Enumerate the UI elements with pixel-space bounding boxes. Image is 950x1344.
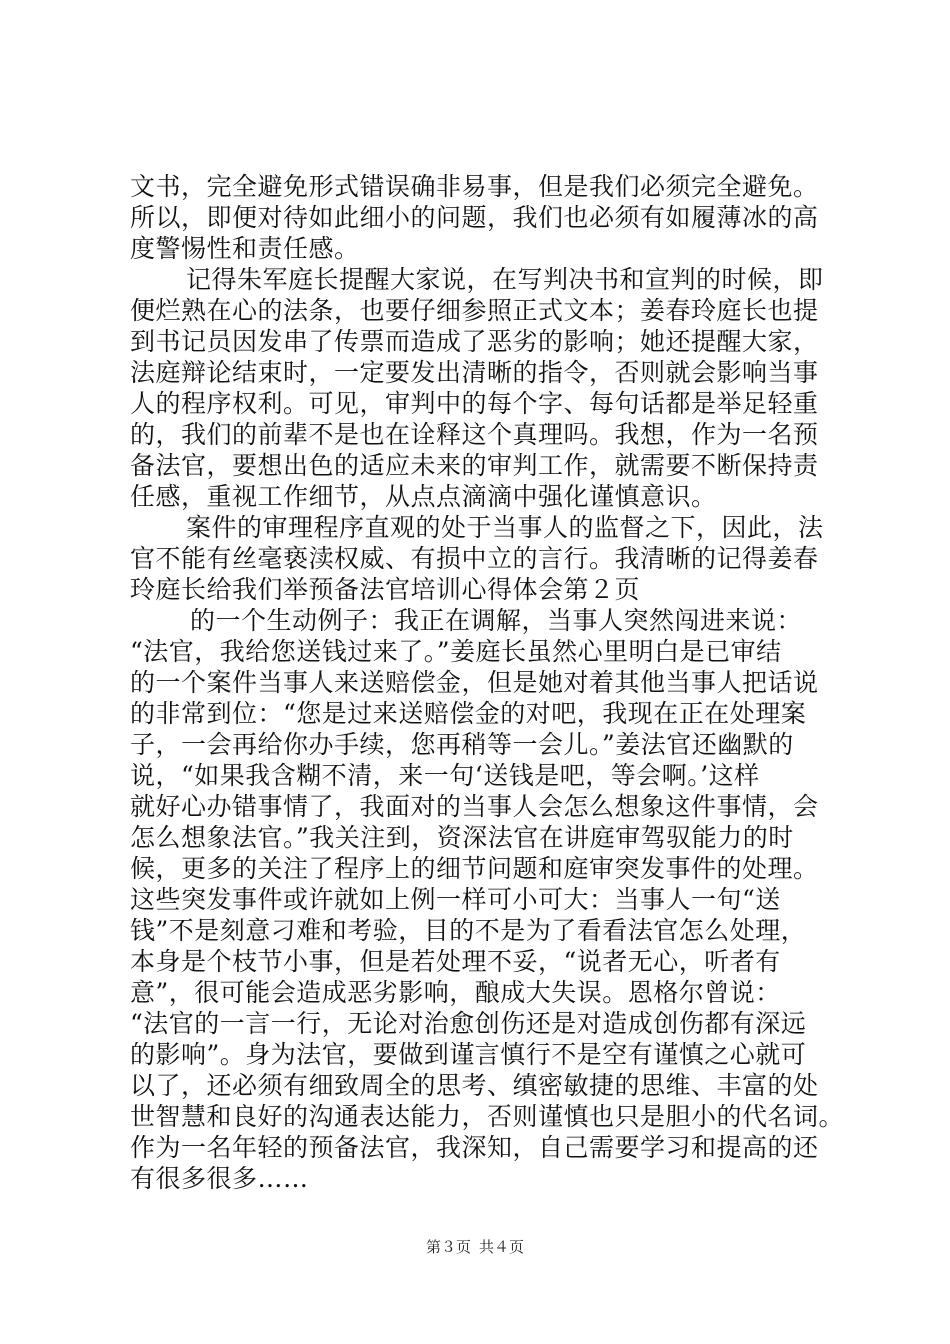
paragraph-first-line: 记得朱军庭长提醒大家说，在写判决书和宣判的时候，即 [186, 265, 824, 294]
text-line: 就好心办错事情了，我面对的当事人会怎么想象这件事情，会 [130, 792, 819, 821]
text-line: 子，一会再给你办手续，您再稍等一会儿。”姜法官还幽默的 [130, 730, 794, 759]
text-line: 以了，还必须有细致周全的思考、缜密敏捷的思维、丰富的处 [130, 1071, 819, 1100]
text-line: 的一个案件当事人来送赔偿金，但是她对着其他当事人把话说 [130, 668, 819, 697]
text-line: 玲庭长给我们举预备法官培训心得体会第２页 [130, 575, 641, 604]
text-line: 便烂熟在心的法条，也要仔细参照正式文本；姜春玲庭长也提 [130, 296, 819, 325]
page-footer [0, 1236, 950, 1257]
text-line: 文书，完全避免形式错误确非易事，但是我们必须完全避免。 [130, 172, 819, 201]
text-line: 意”，很可能会造成恶劣影响，酿成大失误。恩格尔曾说： [130, 978, 781, 1007]
text-line: 官不能有丝毫亵渎权威、有损中立的言行。我清晰的记得姜春 [130, 544, 819, 573]
text-line: “法官，我给您送钱过来了。”姜庭长虽然心里明白是已审结 [130, 637, 782, 666]
text-line: “法官的一言一行，无论对治愈创伤还是对造成创伤都有深远 [130, 1009, 807, 1038]
document-body [130, 171, 845, 1194]
paragraph-first-line: 的一个生动例子：我正在调解，当事人突然闯进来说： [190, 606, 803, 635]
page-number: 第３页 [425, 1238, 471, 1256]
text-line: 的非常到位：“您是过来送赔偿金的对吧，我现在正在处理案 [130, 699, 807, 728]
text-line: 法庭辩论结束时，一定要发出清晰的指令，否则就会影响当事 [130, 358, 819, 387]
text-line: 的，我们的前辈不是也在诠释这个真理吗。我想，作为一名预 [130, 420, 819, 449]
text-line: 所以，即便对待如此细小的问题，我们也必须有如履薄冰的高 [130, 203, 819, 232]
text-line: 任感，重视工作细节，从点点滴滴中强化谨慎意识。 [130, 482, 717, 511]
text-line: 本身是个枝节小事，但是若处理不妥，“说者无心，听者有 [130, 947, 781, 976]
text-line: 有很多很多…… [130, 1164, 309, 1193]
text-line: 这些突发事件或许就如上例一样可小可大：当事人一句“送 [130, 885, 781, 914]
paragraph-first-line: 案件的审理程序直观的处于当事人的监督之下，因此，法 [186, 513, 824, 542]
text-line: 人的程序权利。可见，审判中的每个字、每句话都是举足轻重 [130, 389, 819, 418]
text-line: 钱”不是刻意刁难和考验，目的不是为了看看法官怎么处理， [130, 916, 807, 945]
text-line: 的影响”。身为法官，要做到谨言慎行不是空有谨慎之心就可 [130, 1040, 807, 1069]
text-line: 到书记员因发串了传票而造成了恶劣的影响；她还提醒大家， [130, 327, 819, 356]
text-line: 世智慧和良好的沟通表达能力，否则谨慎也只是胆小的代名词。 [130, 1102, 845, 1131]
text-line: 度警惕性和责任感。 [130, 234, 360, 263]
page-total: 共４页 [479, 1238, 525, 1256]
text-line: 作为一名年轻的预备法官，我深知，自己需要学习和提高的还 [130, 1133, 819, 1162]
text-line: 怎么想象法官。”我关注到，资深法官在讲庭审驾驭能力的时 [130, 823, 794, 852]
text-line: 说，“如果我含糊不清，来一句‘送钱是吧，等会啊。’这样 [130, 761, 760, 790]
text-line: 备法官，要想出色的适应未来的审判工作，就需要不断保持责 [130, 451, 819, 480]
text-line: 候，更多的关注了程序上的细节问题和庭审突发事件的处理。 [130, 854, 819, 883]
